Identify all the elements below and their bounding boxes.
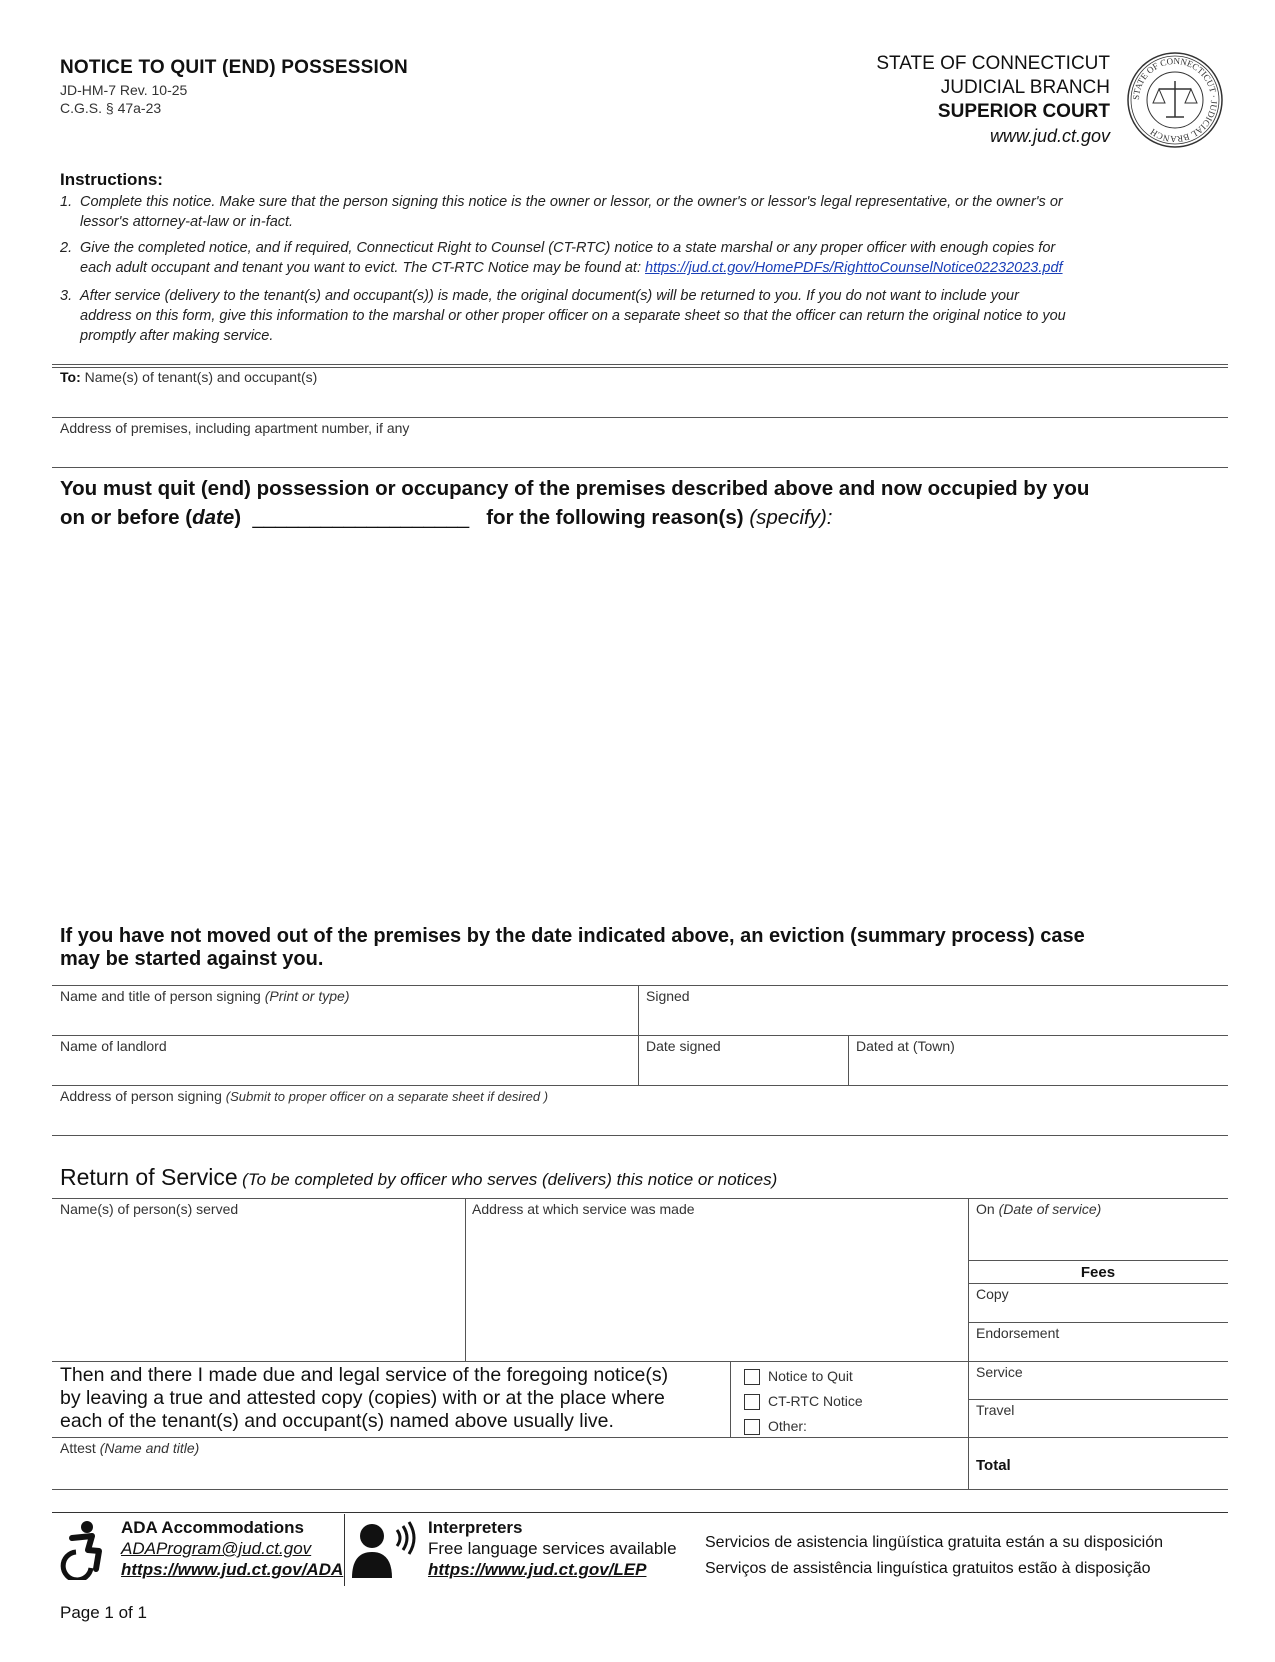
instruction-text: Give the completed notice, and if required, Connecticut Right to Counsel (CT-RTC) notice to a state marshal or any proper officer with enough copies for: [80, 240, 1056, 256]
page-number: Page 1 of 1: [60, 1603, 147, 1622]
branch-name: JUDICIAL BRANCH: [940, 77, 1110, 98]
checkbox-label: CT-RTC Notice: [768, 1393, 863, 1409]
landlord-field[interactable]: [60, 1038, 167, 1054]
eviction-warning: [60, 925, 1085, 971]
premises-address-field[interactable]: [60, 420, 409, 436]
travel-fee-label: Travel: [976, 1402, 1015, 1418]
divider: [52, 364, 1228, 365]
notice-date-word: date: [192, 506, 235, 529]
return-subtitle: (To be completed by officer who serves (delivers) this notice or notices): [242, 1170, 778, 1189]
signer-name-field[interactable]: [60, 988, 350, 1004]
return-title: Return of Service: [60, 1164, 238, 1190]
total-fee-label: Total: [976, 1457, 1011, 1474]
divider: [52, 1035, 1228, 1036]
divider: [968, 1283, 1228, 1284]
notice-reason: for the following reason(s): [486, 506, 744, 529]
signer-name-label: Name and title of person signing: [60, 988, 261, 1004]
divider: [52, 1085, 1228, 1086]
endorsement-fee-label: Endorsement: [976, 1325, 1060, 1341]
checkbox-label: Other:: [768, 1418, 807, 1434]
date-signed-label: Date signed: [646, 1038, 721, 1054]
service-statement: [60, 1364, 668, 1433]
checkbox-icon[interactable]: [744, 1394, 760, 1410]
instruction-3: [60, 286, 1230, 346]
checkbox-label: Notice to Quit: [768, 1368, 853, 1384]
form-title: NOTICE TO QUIT (END) POSSESSION: [60, 57, 408, 78]
signed-field[interactable]: [646, 988, 690, 1004]
statement-line: each of the tenant(s) and occupant(s) named above usually live.: [60, 1410, 614, 1432]
statement-line: Then and there I made due and legal service of the foregoing notice(s): [60, 1364, 669, 1386]
language-assistance: [705, 1530, 1163, 1582]
accessibility-icon: [58, 1520, 108, 1580]
endorsement-fee-field[interactable]: [976, 1325, 1059, 1341]
attest-field[interactable]: [60, 1440, 199, 1456]
warning-line: If you have not moved out of the premises by the date indicated above, an eviction (summary process) case: [60, 925, 1085, 947]
state-name: STATE OF CONNECTICUT: [876, 53, 1110, 74]
divider: [52, 1198, 1228, 1199]
tenant-names-label: Name(s) of tenant(s) and occupant(s): [84, 369, 318, 385]
date-blank[interactable]: ___________________: [252, 506, 470, 529]
interpreter-block: [428, 1517, 677, 1580]
instruction-text: each adult occupant and tenant you want to evict. The CT-RTC Notice may be found at:: [80, 260, 641, 276]
total-fee-field[interactable]: [976, 1457, 1011, 1474]
instruction-text: Complete this notice. Make sure that the person signing this notice is the owner or lessor, or the owner's or lessor's legal representative, or the owner's or: [80, 194, 1063, 210]
dated-at-field[interactable]: [856, 1038, 955, 1054]
attest-label: Attest: [60, 1440, 96, 1456]
divider: [52, 1135, 1228, 1136]
instruction-text: promptly after making service.: [80, 328, 274, 344]
seal-text: STATE OF CONNECTICUT · JUDICIAL BRANCH: [1130, 55, 1220, 145]
notice-line-2: [60, 506, 832, 530]
attest-hint: (Name and title): [99, 1440, 200, 1456]
checkbox-ct-rtc-notice[interactable]: [744, 1389, 863, 1414]
service-date-field[interactable]: [976, 1201, 1101, 1217]
checkbox-icon[interactable]: [744, 1419, 760, 1435]
divider: [968, 1322, 1228, 1323]
divider: [848, 1035, 849, 1085]
copy-fee-field[interactable]: [976, 1286, 1009, 1302]
tenant-names-field[interactable]: [60, 369, 317, 385]
notice-prefix: on or before (: [60, 506, 193, 529]
ada-block: [121, 1517, 343, 1580]
divider: [968, 1198, 969, 1489]
instruction-number: 2.: [60, 240, 73, 256]
statute: C.G.S. § 47a-23: [60, 100, 162, 116]
form-number: JD-HM-7 Rev. 10-25: [60, 82, 188, 98]
lep-url-link[interactable]: https://www.jud.ct.gov/LEP: [428, 1560, 647, 1579]
instruction-text: address on this form, give this information to the marshal or other proper officer on a separate sheet so that the officer can return the original notice to you: [80, 308, 1066, 324]
landlord-label: Name of landlord: [60, 1038, 167, 1054]
divider: [968, 1399, 1228, 1400]
divider: [730, 1361, 731, 1437]
service-address-label: Address at which service was made: [472, 1201, 695, 1217]
service-date-label: On: [976, 1201, 995, 1217]
divider: [968, 1260, 1228, 1261]
reasons-area[interactable]: [60, 540, 1220, 910]
footer-separator: [344, 1514, 345, 1586]
warning-line: may be started against you.: [60, 948, 324, 970]
instructions-heading: Instructions:: [60, 170, 163, 189]
service-address-field[interactable]: [472, 1201, 695, 1217]
notice-specify: (specify):: [749, 506, 833, 529]
notice-line-1: You must quit (end) possession or occupancy of the premises described above and now occupied by you: [60, 477, 1090, 500]
signer-name-hint: (Print or type): [264, 988, 350, 1004]
notice-paren: ): [234, 506, 242, 529]
court-header: [876, 52, 1110, 148]
service-fee-field[interactable]: [976, 1364, 1023, 1380]
instruction-number: 1.: [60, 194, 73, 210]
divider: [52, 467, 1228, 468]
dated-at-label: Dated at (Town): [856, 1038, 955, 1054]
checkbox-notice-to-quit[interactable]: [744, 1364, 863, 1389]
to-label: To:: [60, 369, 81, 385]
portuguese-text: Serviços de assistência linguística gratuitos estão à disposição: [705, 1560, 1151, 1577]
divider: [52, 1361, 1228, 1362]
interpreter-title: Interpreters: [428, 1518, 523, 1537]
instruction-text: After service (delivery to the tenant(s) and occupant(s)) is made, the original document(s) will be returned to you. If you do not want to include your: [80, 288, 1019, 304]
date-signed-field[interactable]: [646, 1038, 721, 1054]
statement-line: by leaving a true and attested copy (copies) with or at the place where: [60, 1387, 665, 1409]
court-website: www.jud.ct.gov: [989, 126, 1110, 146]
divider: [52, 367, 1228, 368]
court-name: SUPERIOR COURT: [937, 101, 1110, 122]
service-date-hint: (Date of service): [998, 1201, 1102, 1217]
instruction-text: lessor's attorney-at-law or in-fact.: [80, 214, 294, 230]
signer-address-hint: (Submit to proper officer on a separate sheet if desired ): [225, 1089, 549, 1104]
persons-served-label: Name(s) of person(s) served: [60, 1201, 239, 1217]
notice-type-checkboxes: [744, 1364, 863, 1439]
persons-served-field[interactable]: [60, 1201, 238, 1217]
rtc-notice-link[interactable]: https://jud.ct.gov/HomePDFs/RighttoCounselNotice02232023.pdf: [645, 260, 1063, 276]
divider: [52, 417, 1228, 418]
instruction-2: [60, 238, 1230, 278]
divider: [52, 1437, 1228, 1438]
divider: [52, 1489, 1228, 1490]
return-of-service-header: [60, 1164, 777, 1191]
signer-address-label: Address of person signing: [60, 1088, 222, 1104]
signed-label: Signed: [646, 988, 690, 1004]
checkbox-other[interactable]: [744, 1414, 863, 1439]
spanish-text: Servicios de asistencia lingüística gratuita están a su disposición: [705, 1534, 1164, 1551]
instruction-1: [60, 192, 1230, 232]
service-fee-label: Service: [976, 1364, 1023, 1380]
premises-address-label: Address of premises, including apartment number, if any: [60, 420, 410, 436]
ada-title: ADA Accommodations: [121, 1518, 304, 1537]
ada-url-link[interactable]: https://www.jud.ct.gov/ADA: [121, 1560, 344, 1579]
fees-heading: Fees: [1080, 1264, 1116, 1281]
instruction-number: 3.: [60, 288, 73, 304]
checkbox-icon[interactable]: [744, 1369, 760, 1385]
travel-fee-field[interactable]: [976, 1402, 1014, 1418]
divider: [52, 985, 1228, 986]
copy-fee-label: Copy: [976, 1286, 1009, 1302]
ada-email-link[interactable]: ADAProgram@jud.ct.gov: [121, 1539, 312, 1558]
judicial-seal-icon: [1126, 51, 1224, 149]
interpreter-icon: [350, 1520, 418, 1580]
interpreter-text: Free language services available: [428, 1539, 677, 1558]
divider: [465, 1198, 466, 1361]
footer-divider: [52, 1512, 1228, 1513]
signer-address-field[interactable]: [60, 1088, 548, 1104]
